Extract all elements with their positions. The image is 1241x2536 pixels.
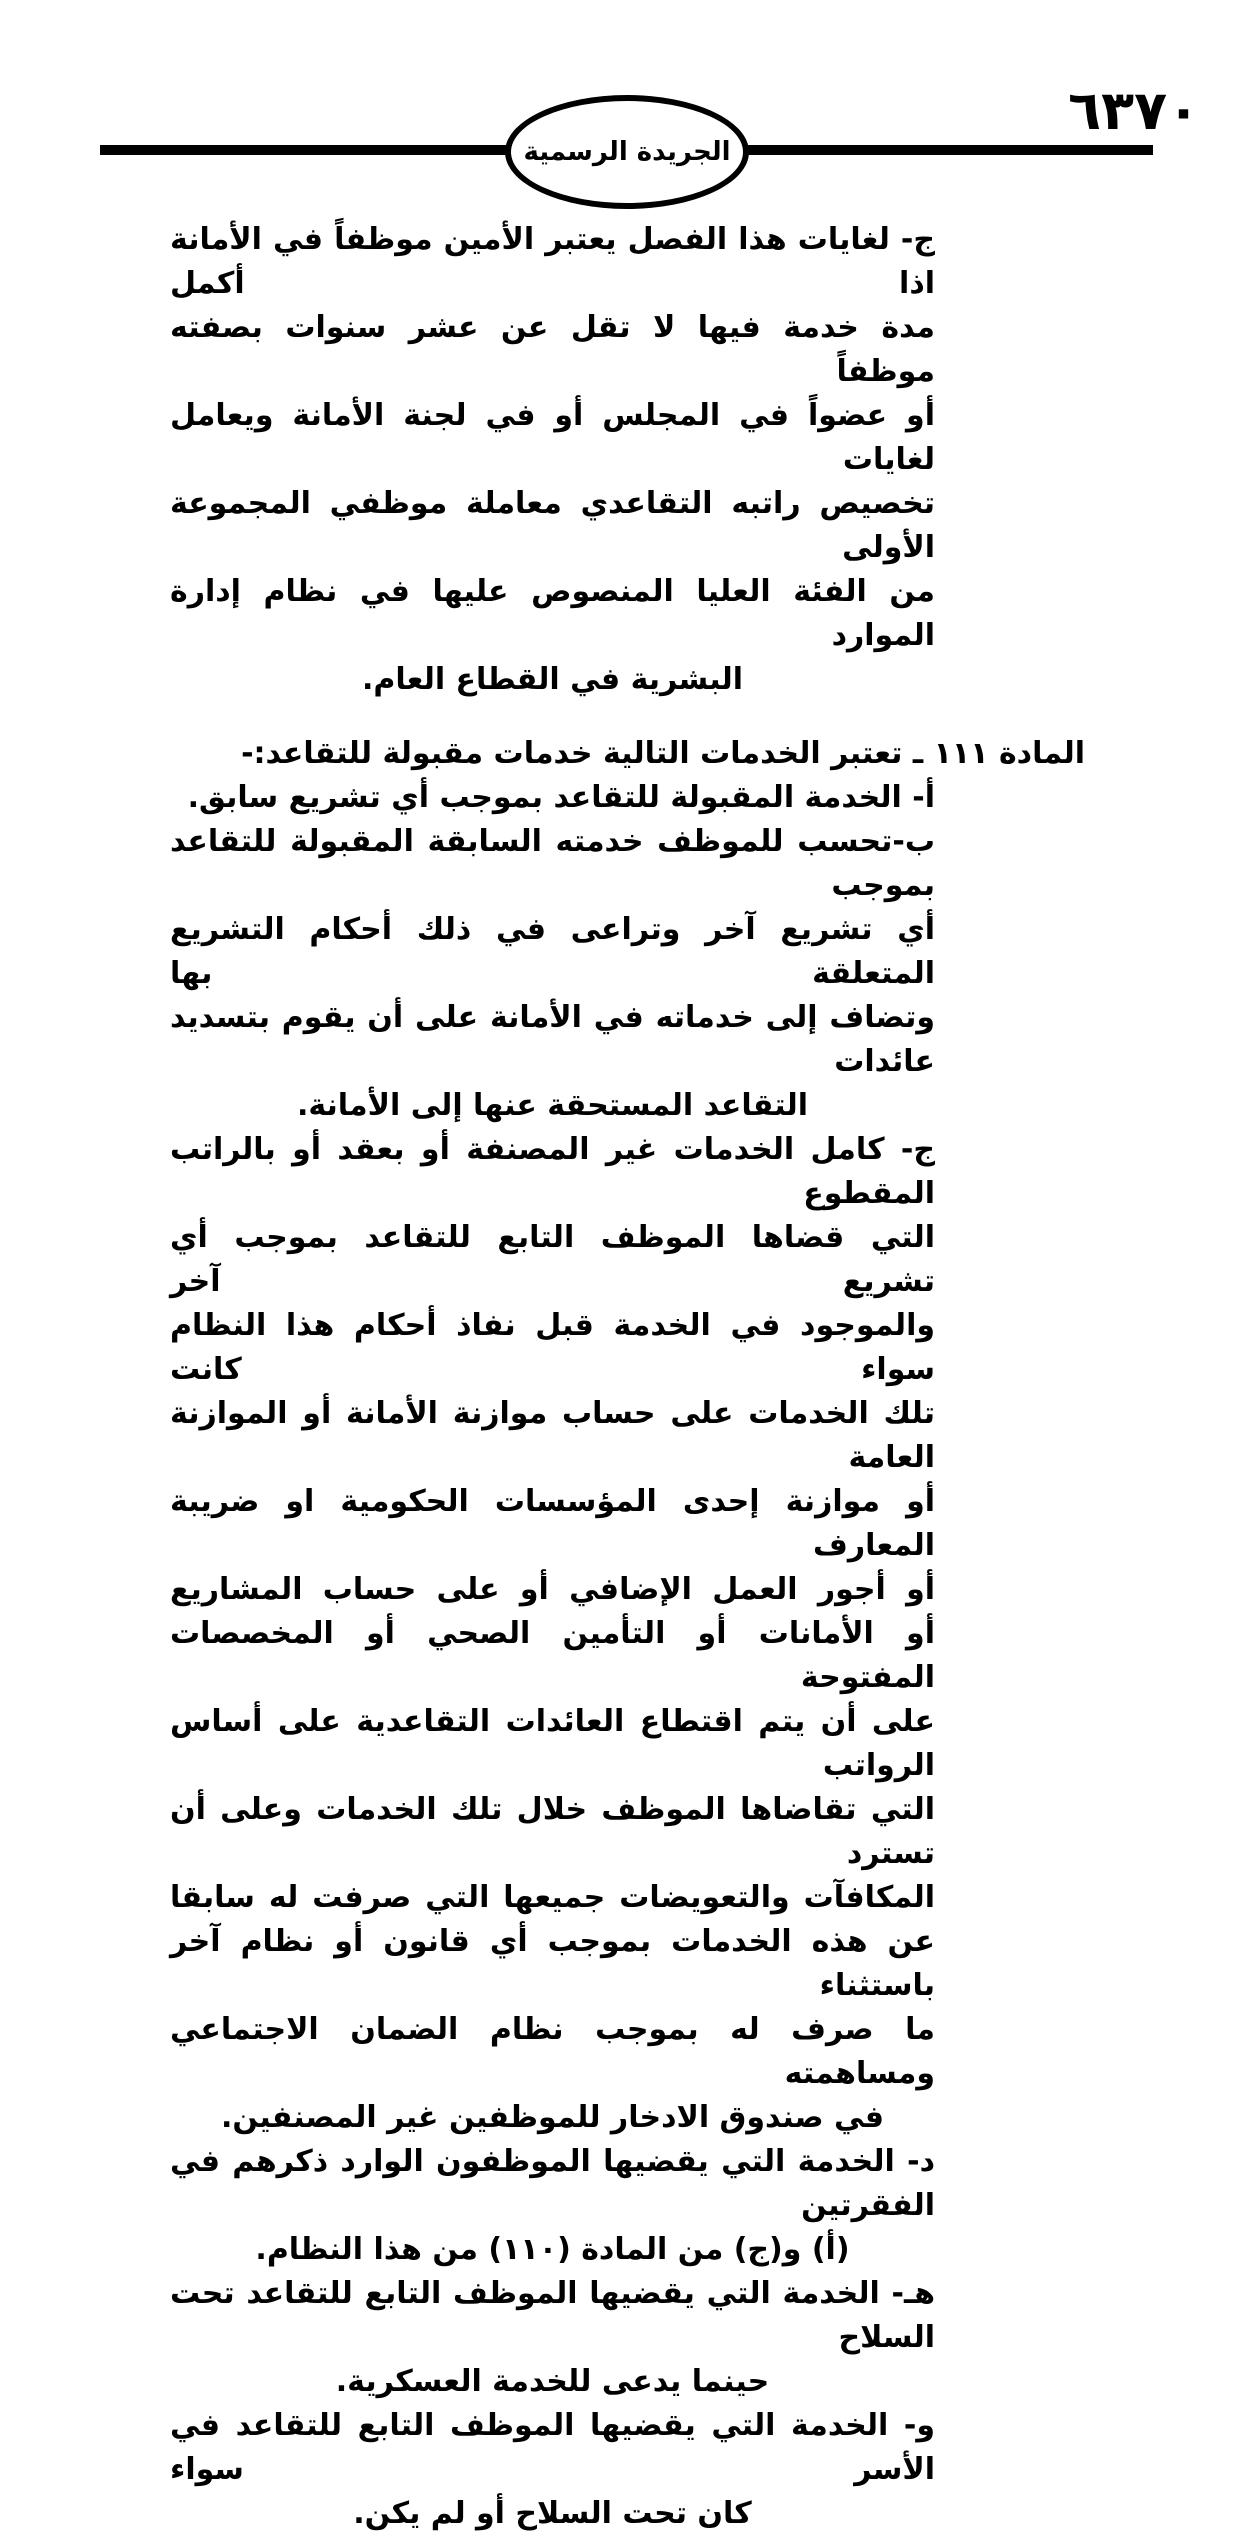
text-line: ب-تحسب للموظف خدمته السابقة المقبولة للتقاعد بموجب [170, 824, 935, 903]
clause-item-d [170, 2140, 935, 2272]
gazette-masthead-oval [505, 95, 749, 209]
document-body [170, 218, 1085, 2536]
text-line: هـ- الخدمة التي يقضيها الموظف التابع للتقاعد تحت السلاح [170, 2276, 935, 2355]
text-line: أ- الخدمة المقبولة للتقاعد بموجب أي تشريع سابق. [187, 780, 935, 815]
clause-item-h [170, 2272, 935, 2404]
text-line: التي قضاها الموظف التابع للتقاعد بموجب أي تشريع آخر [170, 1220, 935, 1299]
text-line: على أن يتم اقتطاع العائدات التقاعدية على أساس الرواتب [170, 1704, 935, 1783]
text-line: التي تقاضاها الموظف خلال تلك الخدمات وعلى أن تسترد [170, 1792, 935, 1871]
text-line: (أ) و(ج) من المادة (١١٠) من هذا النظام. [255, 2232, 850, 2267]
text-line: ما صرف له بموجب نظام الضمان الاجتماعي ومساهمته [170, 2012, 935, 2091]
text-line: تلك الخدمات على حساب موازنة الأمانة أو الموازنة العامة [170, 1396, 935, 1475]
text-line: أو عضواً في المجلس أو في لجنة الأمانة ويعامل لغايات [170, 398, 935, 477]
text-line: وتضاف إلى خدماته في الأمانة على أن يقوم بتسديد عائدات [170, 1000, 935, 1079]
clause-item-b [170, 820, 935, 1128]
text-line: أو أجور العمل الإضافي أو على حساب المشاريع [170, 1572, 935, 1607]
text-line: عن هذه الخدمات بموجب أي قانون أو نظام آخر باستثناء [170, 1924, 935, 2003]
text-line: ج- لغايات هذا الفصل يعتبر الأمين موظفاً في الأمانة اذا أكمل [170, 222, 935, 301]
text-line: البشرية في القطاع العام. [361, 662, 744, 697]
text-line: التقاعد المستحقة عنها إلى الأمانة. [296, 1088, 809, 1123]
article-111-heading: المادة ١١١ ـ تعتبر الخدمات التالية خدمات مقبولة للتقاعد:- [241, 736, 1085, 771]
text-line: من الفئة العليا المنصوص عليها في نظام إدارة الموارد [170, 574, 935, 653]
text-line: أي تشريع آخر وتراعى في ذلك أحكام التشريع المتعلقة بها [170, 912, 935, 991]
intro-clause-paragraph [170, 218, 935, 702]
clause-item-j [170, 1128, 935, 2140]
text-line: والموجود في الخدمة قبل نفاذ أحكام هذا النظام سواء كانت [170, 1308, 935, 1387]
text-line: و- الخدمة التي يقضيها الموظف التابع للتقاعد في الأسر سواء [170, 2408, 935, 2487]
clause-item-w [170, 2404, 935, 2536]
text-line: أو موازنة إحدى المؤسسات الحكومية او ضريبة المعارف [170, 1484, 935, 1563]
text-line: ج- كامل الخدمات غير المصنفة أو بعقد أو بالراتب المقطوع [170, 1132, 935, 1211]
text-line: في صندوق الادخار للموظفين غير المصنفين. [220, 2100, 885, 2135]
text-line: حينما يدعى للخدمة العسكرية. [335, 2364, 770, 2399]
page-number: ٦٣٧٠ [1068, 79, 1200, 142]
gazette-masthead-title: الجريدة الرسمية [523, 137, 731, 167]
clause-item-a [170, 776, 935, 820]
text-line: أو الأمانات أو التأمين الصحي أو المخصصات المفتوحة [170, 1616, 935, 1695]
text-line: د- الخدمة التي يقضيها الموظفون الوارد ذكرهم في الفقرتين [170, 2144, 935, 2223]
text-line: تخصيص راتبه التقاعدي معاملة موظفي المجموعة الأولى [170, 486, 935, 565]
text-line: المكافآت والتعويضات جميعها التي صرفت له سابقا [170, 1880, 935, 1915]
text-line: مدة خدمة فيها لا تقل عن عشر سنوات بصفته موظفاً [170, 310, 935, 389]
text-line: كان تحت السلاح أو لم يكن. [353, 2496, 752, 2531]
